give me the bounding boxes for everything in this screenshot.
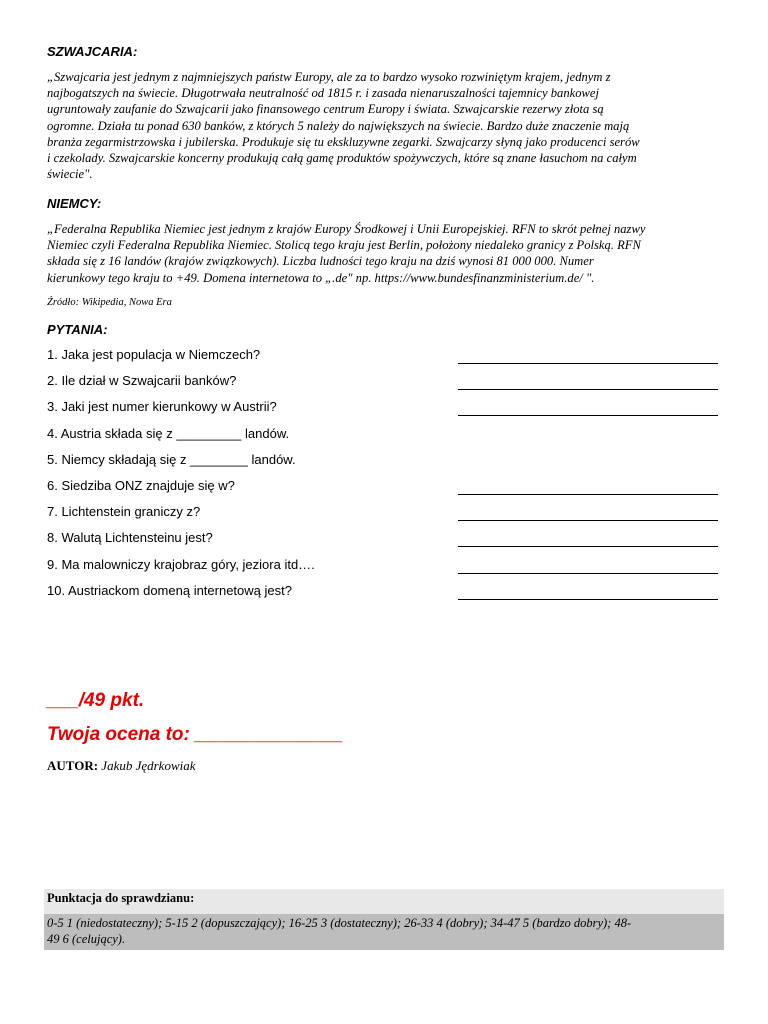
question-text: 5. Niemcy składają się z ________ landów. [47,452,296,467]
quote-line: kierunkowy tego kraju to +49. Domena internetowa to „.de" np. https://www.bundesfinanzministerium.de/ ". [47,270,595,285]
quote-line: i czekolady. Szwajcarskie koncerny produkują całą gamę produktów spożywczych, które są znane łasuchom na całym [47,151,637,166]
quote-line: ogromne. Działa tu ponad 630 banków, z których 5 należy do największych na świecie. Bardzo duże znaczenie mają [47,118,630,133]
answer-line[interactable] [458,599,718,600]
quote-line: „Szwajcaria jest jednym z najmniejszych państw Europy, ale za to bardzo wysoko rozwiniętym krajem, jednym z [47,70,611,84]
answer-line[interactable] [458,520,718,521]
author-label: AUTOR: [47,758,99,773]
quote-line: branża zegarmistrzowska i jubilerska. Produkuje się tu ekskluzywne zegarki. Szwajcarzy słyną jako producenci serów [47,134,640,149]
answer-line[interactable] [458,389,718,390]
question-text: 4. Austria składa się z _________ landów. [47,426,290,441]
grade-line: Twoja ocena to: ______________ [47,724,344,745]
answer-line[interactable] [458,363,718,364]
grading-scale [44,914,724,950]
grading-line: 0-5 1 (niedostateczny); 5-15 2 (dopuszczający); 16-25 3 (dostateczny); 26-33 4 (dobry); 34-47 5 (bardzo dobry); 48- [47,916,632,930]
answer-line[interactable] [458,546,718,547]
quote-line: Niemiec czyli Federalna Republika Niemiec. Stolicą tego kraju jest Berlin, położony niedaleko granicy z Polską. RFN [47,238,641,253]
quote-line: świecie". [47,167,93,182]
switzerland-heading: SZWAJCARIA: [47,44,138,59]
author-line [47,758,196,774]
grading-line: 49 6 (celujący). [47,932,126,946]
source-note: Źródło: Wikipedia, Nowa Era [47,297,172,308]
question-text: 9. Ma malowniczy krajobraz góry, jeziora itd…. [47,557,315,572]
questions-heading: PYTANIA: [47,322,108,337]
question-text: 1. Jaka jest populacja w Niemczech? [47,347,261,362]
quote-line: ugruntowały zaufanie do Szwajcarii jako finansowego centrum Europy i świata. Szwajcarskie rezerwy złota są [47,102,604,117]
answer-line[interactable] [458,494,718,495]
answer-line[interactable] [458,573,718,574]
germany-quote [47,221,727,286]
quote-line: „Federalna Republika Niemiec jest jednym z krajów Europy Środkowej i Unii Europejskiej. RFN to skrót pełnej nazwy [47,222,646,236]
grading-title: Punktacja do sprawdzianu: [44,889,724,914]
author-name: Jakub Jędrkowiak [101,758,196,773]
points-score: ___/49 pkt. [47,690,145,711]
quote-line: składa się z 16 landów (krajów związkowych). Liczba ludności tego kraju na dziś wynosi 81 000 000. Numer [47,254,594,269]
question-text: 3. Jaki jest numer kierunkowy w Austrii? [47,399,277,414]
question-text: 6. Siedziba ONZ znajduje się w? [47,478,235,493]
question-text: 7. Lichtenstein graniczy z? [47,504,201,519]
answer-line[interactable] [458,415,718,416]
question-text: 10. Austriackom domeną internetową jest? [47,583,292,598]
question-text: 8. Walutą Lichtensteinu jest? [47,530,213,545]
quote-line: najbogatszych na świecie. Długotrwała neutralność od 1815 r. i zasada nienaruszalności tajemnicy bankowej [47,86,599,101]
switzerland-quote [47,69,727,182]
question-text: 2. Ile dział w Szwajcarii banków? [47,373,237,388]
germany-heading: NIEMCY: [47,196,102,211]
